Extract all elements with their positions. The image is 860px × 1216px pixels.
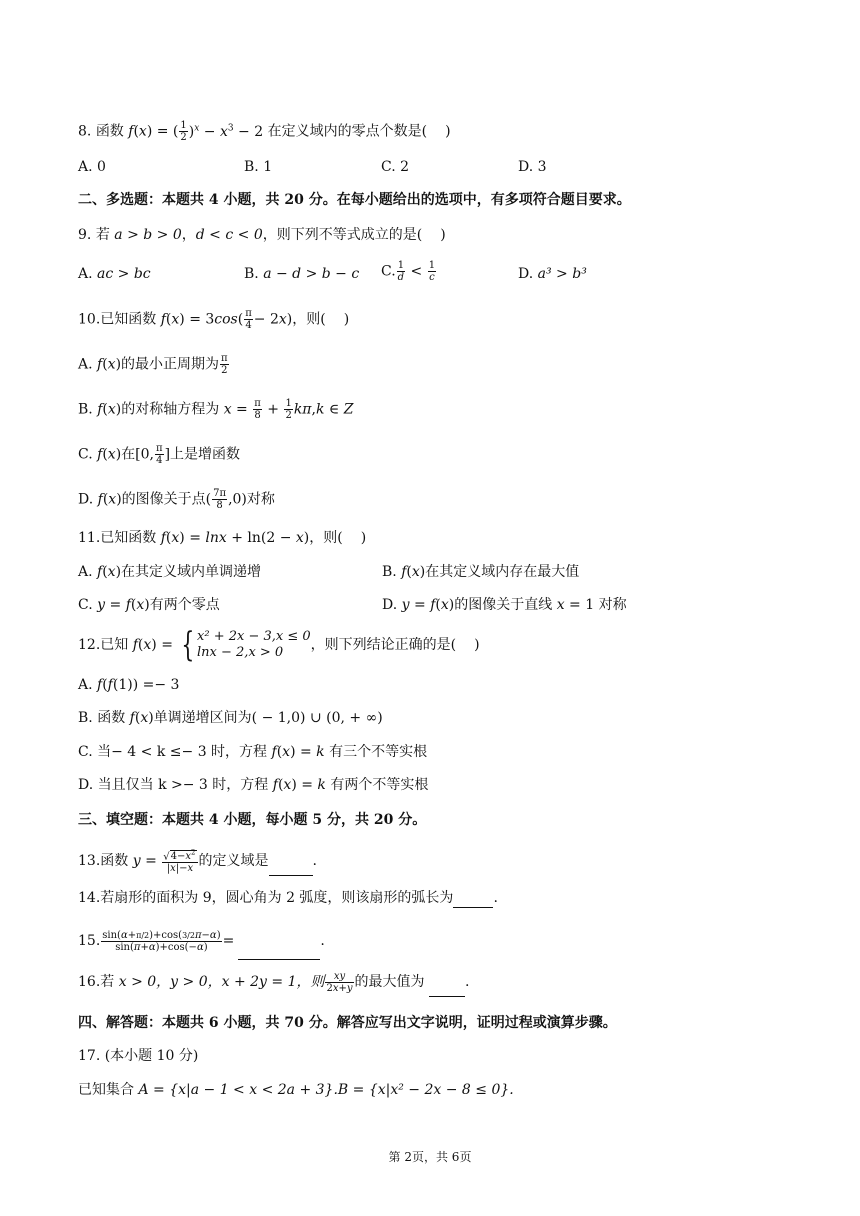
- fraction: $\frac{\pi}{8}$: [254, 398, 261, 421]
- question-stem: 已知集合: [78, 1082, 134, 1098]
- math-expression: f: [97, 446, 103, 463]
- math-expression: (: [133, 123, 139, 140]
- question-17-header: 17. (本小题 10 分): [78, 1048, 199, 1064]
- question-number: 10.: [78, 311, 101, 328]
- question-stem: ，则(: [309, 530, 343, 546]
- math-expression: f: [128, 123, 134, 140]
- question-17: [78, 1080, 514, 1100]
- math-expression: ) = (: [146, 123, 179, 140]
- option-label: D.: [78, 491, 94, 508]
- math-expression: x: [138, 123, 147, 140]
- math-expression: f: [97, 564, 103, 580]
- answer-blank[interactable]: [453, 893, 493, 908]
- option-label: D.: [78, 777, 94, 793]
- math-expression: f: [160, 530, 166, 546]
- question-stem: 在定义域内的零点个数是(: [267, 123, 428, 140]
- option-c: C. 2: [381, 159, 410, 175]
- option-text: 对称: [598, 597, 627, 613]
- question-number: 13.: [78, 853, 101, 869]
- option-label: B.: [244, 266, 259, 282]
- math-expression: ]: [164, 446, 171, 463]
- question-stem: 函数: [95, 123, 124, 140]
- math-expression: f(x): [129, 710, 154, 726]
- math-expression: f(x) = k: [271, 744, 325, 760]
- math-expression: d < c < 0: [195, 227, 263, 243]
- question-stem: ，则下列不等式成立的是(: [262, 227, 423, 243]
- option-a: [78, 562, 261, 582]
- question-16: [78, 967, 469, 997]
- section-heading: 二、多选题：本题共 4 小题，共 20 分。在每小题给出的选项中，有多项符合题目要求。: [78, 192, 631, 208]
- option-c: [78, 443, 240, 466]
- option-label: C.: [78, 446, 93, 463]
- question-stem: 已知: [100, 637, 129, 653]
- option-d: [78, 488, 275, 511]
- fraction: $\frac{√4-x^2}{|x|-x}$: [163, 848, 196, 875]
- math-expression: (x): [102, 564, 122, 580]
- punctuation: .: [320, 933, 325, 949]
- option-label: B.: [78, 401, 93, 418]
- option-text: 有两个零点: [149, 597, 220, 613]
- fraction: $\frac{1}{2}$: [285, 398, 292, 421]
- option-text: 在其定义域内单调递增: [121, 564, 262, 580]
- piecewise-cases: [197, 629, 311, 661]
- math-expression: ac > bc: [97, 266, 151, 282]
- option-label: B.: [382, 564, 397, 580]
- question-number: 12.: [78, 637, 101, 653]
- math-expression: kπ,k ∈ Z: [293, 401, 354, 418]
- option-label: C.: [381, 263, 396, 280]
- math-expression: B = {x|x² − 2x − 8 ≤ 0}.: [337, 1082, 514, 1098]
- fraction: $\frac{\sin(\alpha+\pi/2)+\cos(3/2\pi-\alpha)}{\sin(\pi+\alpha)+\cos(-\alpha)}$: [102, 929, 221, 953]
- fraction: $\frac{1}{2}$: [180, 120, 187, 144]
- question-10: [78, 308, 349, 331]
- question-13: [78, 846, 317, 876]
- math-expression: A = {x|a − 1 < x < 2a + 3}.: [138, 1082, 338, 1098]
- question-stem: 若扇形的面积为 9，圆心角为 2 弧度，则该扇形的弧长为: [100, 890, 454, 906]
- math-expression: a − d > b − c: [263, 266, 360, 282]
- option-label: A.: [78, 677, 93, 693]
- math-expression: (x): [406, 564, 426, 580]
- fraction: $\frac{7\pi}{8}$: [213, 488, 227, 511]
- punctuation: .: [465, 974, 470, 990]
- math-expression: <: [406, 263, 427, 280]
- question-stem: 若: [100, 974, 115, 990]
- option-label: A.: [78, 564, 93, 580]
- option-a: A. 0: [78, 159, 106, 175]
- option-label: A.: [78, 266, 93, 282]
- option-label: D.: [518, 266, 534, 282]
- option-b: [78, 398, 353, 421]
- option-d: [518, 264, 587, 284]
- answer-blank[interactable]: [269, 861, 313, 876]
- option-text: 上是增函数: [170, 446, 241, 463]
- question-stem: 已知函数: [100, 530, 157, 546]
- fraction: $\frac{xy}{2x+y}$: [326, 970, 353, 994]
- answer-blank[interactable]: [429, 982, 465, 997]
- question-stem: ，则(: [292, 311, 326, 328]
- option-label: C.: [78, 744, 93, 760]
- math-expression: )$^x - x^3 - 2$: [188, 123, 264, 140]
- option-text: 的图像关于直线: [454, 597, 553, 613]
- math-expression: x = 1: [556, 597, 595, 613]
- math-expression: − 2x): [253, 311, 293, 328]
- question-stem: ，则下列结论正确的是(: [310, 637, 457, 653]
- option-text: 函数: [97, 710, 126, 726]
- option-a: [78, 675, 179, 695]
- math-expression: f(f(1)) =− 3: [97, 677, 180, 693]
- option-label: A.: [78, 356, 93, 373]
- math-expression: (x) =: [137, 637, 178, 653]
- option-a: [78, 264, 151, 284]
- math-expression: (x): [102, 446, 122, 463]
- case-line: lnx − 2,x > 0: [197, 645, 284, 660]
- case-line: x² + 2x − 3,x ≤ 0: [197, 629, 311, 644]
- math-expression: x =: [223, 401, 253, 418]
- option-b: [244, 264, 359, 284]
- question-stem: 的定义域是: [198, 853, 269, 869]
- question-12: [78, 626, 480, 664]
- math-expression: y = f(x): [401, 597, 455, 613]
- option-text: 的图像关于点(: [121, 491, 212, 508]
- question-number: 8.: [78, 123, 92, 140]
- math-expression: a³ > b³: [537, 266, 587, 282]
- question-number: 16.: [78, 974, 101, 990]
- option-text: 单调递增区间为( − 1,0) ∪ (0, + ∞): [153, 710, 383, 726]
- math-expression: x > 0，y > 0，x + 2y = 1，则: [118, 974, 325, 990]
- math-expression: f: [97, 401, 103, 418]
- question-9: 9. 若 a > b > 0，d < c < 0，则下列不等式成立的是( ): [78, 227, 446, 243]
- section-heading: 三、填空题：本题共 4 小题，每小题 5 分，共 20 分。: [78, 812, 427, 828]
- math-expression: y =: [132, 853, 162, 869]
- fraction: $\frac{1}{c}$: [428, 260, 436, 283]
- math-expression: f: [97, 491, 103, 508]
- question-stem: 已知函数: [100, 311, 157, 328]
- question-number: 11.: [78, 530, 101, 546]
- math-expression: f(x) = k: [272, 777, 326, 793]
- section-heading: 四、解答题：本题共 6 小题，共 70 分。解答应写出文字说明，证明过程或演算步骤。: [78, 1015, 617, 1031]
- option-text: 当− 4 < k ≤− 3 时，方程: [97, 744, 268, 760]
- math-expression: f: [132, 637, 138, 653]
- question-stem: 的最大值为: [354, 974, 425, 990]
- option-text: 当且仅当 k >− 3 时，方程: [97, 777, 269, 793]
- answer-paren: ): [474, 637, 480, 653]
- page-footer: 第 2页，共 6页: [388, 1150, 472, 1164]
- option-c: [78, 595, 220, 615]
- answer-blank[interactable]: [238, 945, 320, 960]
- option-c: [78, 742, 427, 762]
- answer-paren: ): [343, 311, 350, 328]
- math-expression: (x): [102, 401, 122, 418]
- answer-paren: ): [440, 227, 446, 243]
- math-expression: (x): [102, 491, 122, 508]
- question-8: [78, 118, 451, 143]
- option-text: ,0)对称: [228, 491, 275, 508]
- left-brace-icon: {: [181, 625, 195, 665]
- question-number: 14.: [78, 890, 101, 906]
- option-label: C.: [78, 597, 93, 613]
- option-text: 有两个不等实根: [330, 777, 429, 793]
- option-d: D. 3: [518, 159, 547, 175]
- math-expression: +: [262, 401, 284, 418]
- fraction: $\frac{\pi}{2}$: [221, 353, 228, 376]
- option-b: B. 1: [244, 159, 273, 175]
- option-label: D.: [382, 597, 398, 613]
- answer-paren: ): [445, 123, 451, 140]
- math-expression: (x) = lnx + ln(2 − x): [165, 530, 310, 546]
- punctuation: .: [493, 890, 498, 906]
- option-d: [78, 775, 428, 795]
- fraction: $\frac{\pi}{4}$: [155, 443, 163, 466]
- option-b: [78, 708, 383, 728]
- question-15: [78, 922, 325, 960]
- question-stem: 若: [95, 227, 110, 243]
- math-expression: =: [222, 933, 235, 949]
- math-expression: (x) = 3cos(: [165, 311, 244, 328]
- option-text: 有三个不等实根: [329, 744, 428, 760]
- question-number: 9.: [78, 227, 92, 243]
- option-text: 的对称轴方程为: [121, 401, 220, 418]
- math-expression: f: [401, 564, 407, 580]
- punctuation: .: [312, 853, 317, 869]
- math-expression: f: [97, 356, 103, 373]
- option-text: 在: [121, 446, 136, 463]
- answer-paren: ): [360, 530, 367, 546]
- math-expression: y = f(x): [97, 597, 150, 613]
- question-number: 15.: [78, 933, 101, 949]
- math-expression: f: [160, 311, 166, 328]
- option-d: [382, 595, 627, 615]
- option-text: 的最小正周期为: [121, 356, 220, 373]
- math-expression: [0,: [135, 446, 154, 463]
- question-stem: 函数: [100, 853, 129, 869]
- math-expression: a > b > 0: [114, 227, 182, 243]
- question-14: [78, 888, 498, 908]
- option-b: [382, 562, 579, 582]
- question-11: [78, 528, 366, 548]
- fraction: $\frac{\pi}{4}$: [245, 308, 252, 331]
- option-c: [381, 260, 437, 283]
- option-text: 在其定义域内存在最大值: [425, 564, 580, 580]
- fraction: $\frac{1}{d}$: [397, 260, 405, 283]
- math-expression: (x): [102, 356, 122, 373]
- option-label: B.: [78, 710, 93, 726]
- option-a: [78, 353, 230, 376]
